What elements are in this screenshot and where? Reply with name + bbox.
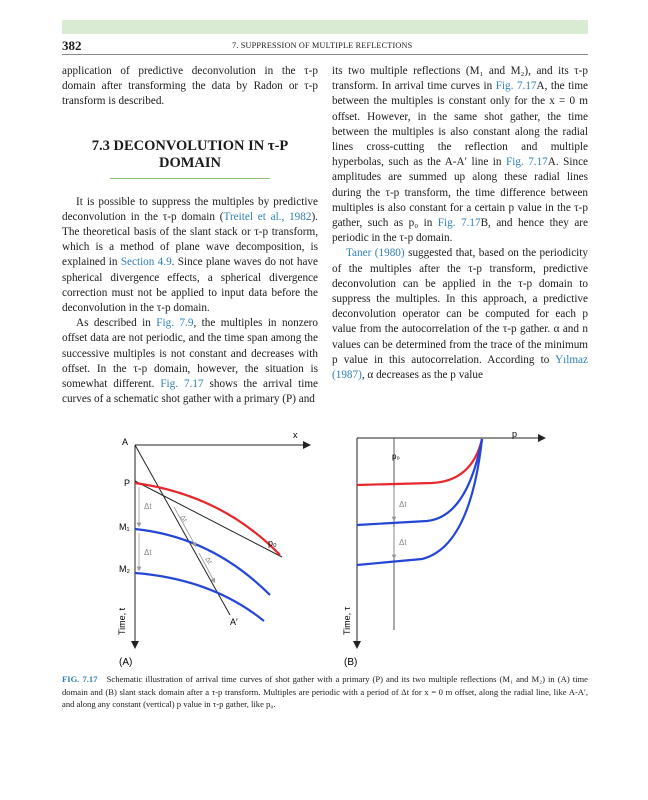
p0-label: p₀ (392, 452, 400, 461)
dt-label: Δt (399, 500, 407, 509)
text: shows the arrival time curves of a schematic shot gather with a primary (P) and (62, 378, 318, 406)
point-a-label: A (122, 437, 129, 447)
dt-label: Δt (399, 538, 407, 547)
p-axis-label: p (512, 429, 518, 439)
primary-curve (357, 439, 482, 485)
panel-b-label: (B) (344, 657, 358, 668)
paragraph (332, 64, 588, 246)
multiple1-curve (357, 439, 482, 525)
text: . Since plane waves do not have spherical divergence effects, a spherical divergence correction must not be applied to input data before the deconvolution in the τ-p domain. (62, 256, 318, 315)
primary-label: P (124, 478, 131, 488)
caption-label: FIG. 7.17 (62, 674, 98, 684)
citation-link[interactable]: Taner (1980) (346, 247, 405, 260)
left-column (62, 64, 318, 407)
citation-link[interactable]: Yılmaz (1987) (332, 353, 588, 382)
paragraph (62, 195, 318, 317)
tangent-line (135, 481, 282, 557)
panel-b (342, 429, 542, 668)
multiple1-label: M₁ (119, 522, 130, 532)
dt-label: Δt (203, 556, 213, 566)
figure-link[interactable]: Fig. 7.9 (156, 317, 194, 330)
text: suggested that, based on the periodicity of the multiples after the τ-p transform, predictive deconvolution can be applied in the τ-p domain to suppress the multiples. In this approach, a predictive deconvolution operator can be computed for each p value from the autocorrelation of the τ-p gather. α and n values can be determined from the trace of the minimum p value in this autocorrelation. According to (332, 247, 588, 366)
section-title-line1: 7.3 DECONVOLUTION IN τ-P (91, 137, 289, 154)
text: its two multiple reflections (M₁ and M₂), and its τ-p transform. In arrival time curves in (332, 65, 588, 93)
text: , α decreases as the p value (361, 369, 483, 382)
text: As described in (76, 317, 157, 330)
citation-link[interactable]: Treitel et al., 1982 (223, 210, 312, 223)
section-rule (110, 178, 270, 179)
figure-link[interactable]: Fig. 7.17 (495, 80, 537, 93)
text: , the multiples in nonzero offset data are not periodic, and the time span among the successive multiples is not constant and decreases with offset. In the τ-p domain, however, the situation is somewhat different. (62, 317, 318, 391)
text: A. Since amplitudes are summed up along these radial lines during the τ-p transform, the time difference between multiples is also constant for a certain p value in the τ-p gather, such as p₀ in (332, 156, 588, 230)
figure-link[interactable]: Fig. 7.17 (505, 156, 548, 169)
dt-label: Δt (178, 514, 188, 524)
panel-a (117, 430, 307, 668)
x-axis-label: x (293, 430, 298, 440)
text: It is possible to suppress the multiples by predictive deconvolution in the τ-p domain ( (62, 195, 318, 223)
multiple2-label: M₂ (119, 564, 130, 574)
section-title (62, 138, 318, 172)
figure-caption (62, 673, 588, 711)
text: A, the time between the multiples is constant only for the x = 0 m offset. However, in the same shot gather, the time between the multiples is also constant along the radial lines cross-cutting the reflection and multiple hyperbolas, such as the A-A′ line in (332, 80, 588, 169)
figure-link[interactable]: Fig. 7.17 (437, 217, 481, 230)
paragraph (62, 316, 318, 407)
right-column (332, 64, 588, 383)
dt-label: Δt (144, 502, 152, 511)
running-title: 7. SUPPRESSION OF MULTIPLE REFLECTIONS (232, 41, 413, 50)
multiple1-curve (135, 529, 270, 595)
text: ). The theoretical basis of the slant stack or τ-p transform, which is a method of plane wave decomposition, is explained in (62, 210, 318, 269)
header-rule (62, 54, 588, 55)
tau-axis-label: Time, τ (342, 606, 352, 635)
section-link[interactable]: Section 4.9 (120, 256, 172, 269)
dt-label: Δt (144, 548, 152, 557)
header-accent-bar (62, 20, 588, 34)
page-number: 382 (62, 38, 82, 53)
text: B, and hence they are periodic in the τ-p domain. (332, 217, 588, 245)
multiple2-curve (357, 439, 482, 565)
multiple2-curve (135, 573, 264, 621)
figure-link[interactable]: Fig. 7.17 (160, 378, 204, 391)
p0-label: p₀ (268, 538, 277, 548)
paragraph (332, 246, 588, 383)
section-title-line2: DOMAIN (158, 154, 222, 171)
y-axis-label: Time, t (117, 607, 127, 635)
figure-7-17 (62, 425, 588, 670)
caption-text: Schematic illustration of arrival time curves of shot gather with a primary (P) and its two multiple reflections (M₁ and M₂) in (A) time domain and (B) slant stack domain after a τ-p transform. Multiples are periodic with a period of Δt for x = 0 m offset, along the radial line, like A-A′, and along any constant (vertical) p value in τ-p gather, like p₀. (62, 674, 588, 710)
panel-a-label: (A) (119, 657, 133, 668)
point-a-prime-label: A′ (230, 617, 238, 627)
paragraph: application of predictive deconvolution in the τ-p domain after transforming the data by Radon or τ-p transform is described. (62, 65, 318, 108)
